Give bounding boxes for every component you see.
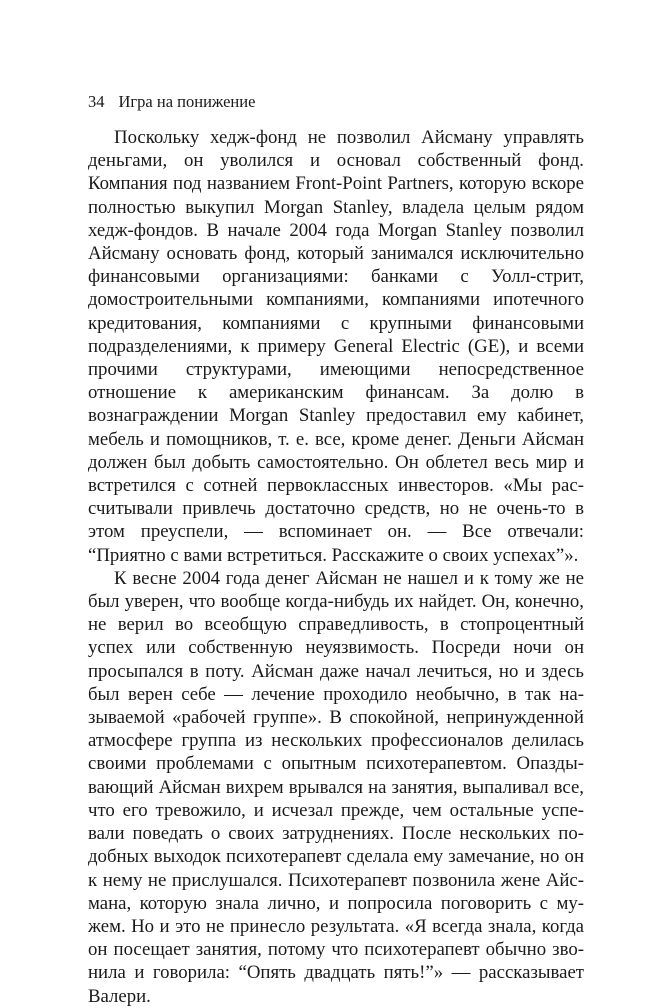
book-page: [88, 92, 584, 1008]
running-title: Игра на понижение: [118, 92, 256, 111]
page-number: 34: [88, 92, 105, 111]
body-text: [88, 126, 584, 1008]
running-head: [88, 92, 584, 112]
paragraph: Поскольку хедж-фонд не позволил Айсману управлять деньгами, он уволился и основал собственный фонд. Компания под названием Front-Point Partners, которую вскоре полностью выкупил Morgan Stanley, владела целым рядом хедж-фондов. В начале 2004 года Morgan Stanley позволил Айсману основать фонд, который занимался исключительно финансовыми организациями: банками с Уолл-стрит, домостроительными компаниями, компаниями ипотечного кредитования, компаниями с крупными финансовыми подразделениями, к примеру General Electric (GE), и всеми прочими структурами, имеющими непосредственное отношение к американским финансам. За долю в вознаграждении Morgan Stanley предоставил ему кабинет, мебель и помощников, т. е. все, кроме денег. Деньги Айсман должен был добыть самостоятельно. Он облетел весь мир и встретился с сотней первоклассных инвесторов. «Мы рассчитывали привлечь достаточно средств, но не очень-то в этом преуспели, — вспоминает он. — Все отвечали: “Приятно с вами встретиться. Расскажите о своих успехах”».: [88, 127, 584, 566]
paragraph: К весне 2004 года денег Айсман не нашел и к тому же не был уверен, что вообще когда-нибудь их найдет. Он, конечно, не верил во всеобщую справедливость, в стопроцентный успех или собственную неуязвимость. Посреди ночи он просыпался в поту. Айсман даже начал лечиться, но и здесь был верен себе — лечение проходило необычно, в так называемой «рабочей группе». В спокойной, непринужденной атмосфере группа из нескольких профессионалов делилась своими проблемами с опытным психотерапевтом. Опаздывающий Айсман вихрем врывался на занятия, выпаливал все, что его тревожило, и исчезал прежде, чем остальные успевали поведать о своих затруднениях. После нескольких подобных выходок психотерапевт сделала ему замечание, но он к нему не прислушался. Психотерапевт позвонила жене Айсмана, которую знала лично, и попросила поговорить с мужем. Но и это не принесло результата. «Я всегда знала, когда он посещает занятия, потому что психотерапевт обычно звонила и говорила: “Опять двадцать пять!”» — рассказывает Валери.: [88, 567, 584, 1007]
